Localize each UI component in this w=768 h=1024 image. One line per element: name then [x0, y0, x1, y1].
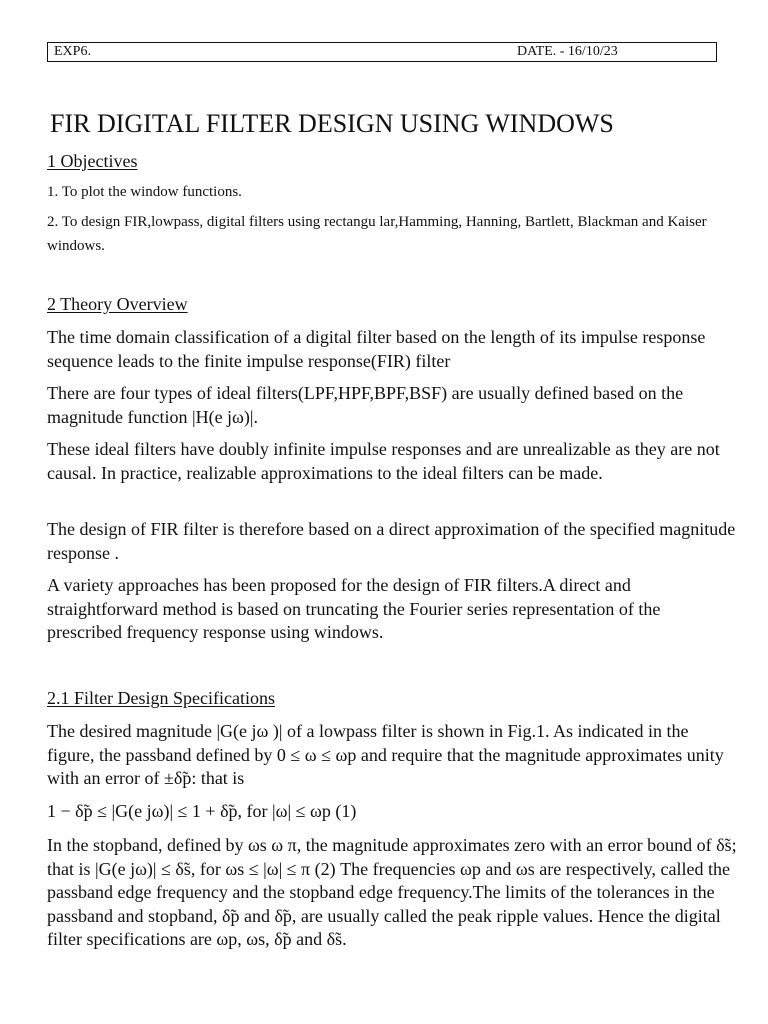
specs-heading: 2.1 Filter Design Specifications [47, 688, 275, 708]
header-box [47, 42, 717, 62]
experiment-number: EXP6. [54, 44, 91, 59]
objective-item-2: 2. To design FIR,lowpass, digital filters using rectangu lar,Hamming, Hanning, Bartlett, Blackman and Kaiser windows. [47, 214, 707, 254]
objectives-heading: 1 Objectives [47, 151, 138, 171]
experiment-date: DATE. - 16/10/23 [517, 44, 618, 59]
theory-paragraph-3: These ideal filters have doubly infinite impulse responses and are unrealizable as they are not causal. In practice, realizable approximations to the ideal filters can be made. [47, 439, 720, 483]
theory-heading: 2 Theory Overview [47, 294, 188, 314]
specs-paragraph-1: The desired magnitude |G(e jω )| of a lowpass filter is shown in Fig.1. As indicated in the figure, the passband defined by 0 ≤ ω ≤ ωp and require that the magnitude approximates unity with an error of ±δ̃p: that is [47, 721, 724, 788]
page-title: FIR DIGITAL FILTER DESIGN USING WINDOWS [50, 109, 614, 138]
theory-paragraph-1: The time domain classification of a digital filter based on the length of its impulse response sequence leads to the finite impulse response(FIR) filter [47, 327, 706, 371]
theory-paragraph-5: A variety approaches has been proposed for the design of FIR filters.A direct and straightforward method is based on truncating the Fourier series representation of the prescribed frequency response using windows. [47, 575, 661, 642]
theory-paragraph-2: There are four types of ideal filters(LPF,HPF,BPF,BSF) are usually defined based on the magnitude function |H(e jω)|. [47, 383, 684, 427]
specs-equation-1: 1 − δ̃p ≤ |G(e jω)| ≤ 1 + δ̃p, for |ω| ≤ ωp (1) [47, 801, 357, 821]
objective-item-1: 1. To plot the window functions. [47, 184, 242, 200]
specs-paragraph-2: In the stopband, defined by ωs ω π, the magnitude approximates zero with an error bound of δ̃s; that is |G(e jω)| ≤ δ̃s, for ωs ≤ |ω| ≤ π (2) The frequencies ωp and ωs are respectively, called the passband edge frequency and the stopband edge frequency.The limits of the tolerances in the passband and stopband, δ̃p and δ̃p, are usually called the peak ripple values. Hence the digital filter specifications are ωp, ωs, δ̃p and δ̃s. [47, 835, 737, 949]
theory-paragraph-4: The design of FIR filter is therefore based on a direct approximation of the specified magnitude response . [47, 519, 736, 563]
